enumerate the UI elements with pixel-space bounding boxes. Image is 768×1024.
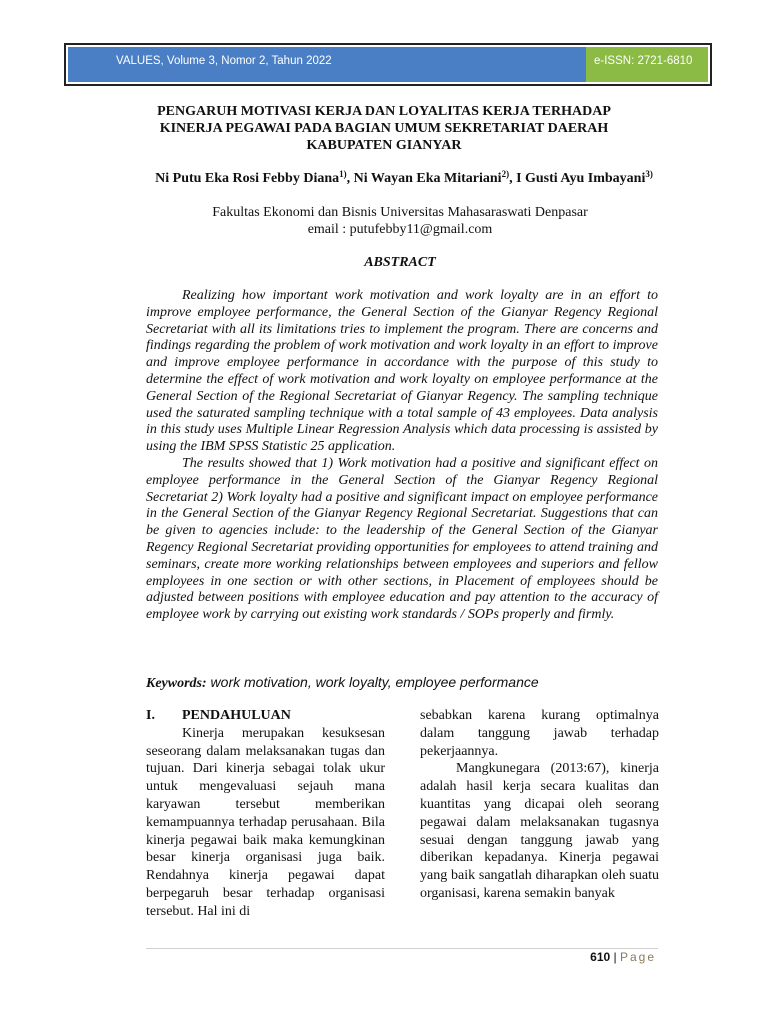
abstract-paragraph: The results showed that 1) Work motivation had a positive and significant effect on employee performance in the General Section of the Gianyar Regency Regional Secretariat 2) Work loyalty had a positive and significant impact on employee performance in the General Section of the Gianyar Regency Regional Secretariat. Suggestions that can be given to agencies include: to the leadership of the General Section of the Gianyar Regency Regional Secretariat providing opportunities for employees to attend training and seminars, create more working relationships between employees and superiors and fellow employees in one section or with other sections, in Placement of employees should be adjusted between positions with employee education and pay attention to the accuracy of employee work by carrying out existing work standards / SOPs properly and firmly. [146,455,658,623]
section-title: PENDAHULUAN [182,708,291,723]
footer-separator: | [610,950,620,964]
footer-divider [146,948,658,949]
page-number: 610 [590,950,611,964]
contact-email: email : putufebby11@gmail.com [307,222,493,237]
abstract-heading: ABSTRACT [364,255,436,270]
page-footer [590,950,656,964]
section-number: I. [146,708,155,723]
journal-info: VALUES, Volume 3, Nomor 2, Tahun 2022 [116,55,332,67]
page-word: Page [619,950,656,964]
body-paragraph: Mangkunegara (2013:67), kinerja adalah hasil kerja secara kualitas dan kuantitas yang dicapai oleh seorang pegawai dalam melaksanakan tugasnya sesuai dengan tanggung jawab yang diberikan kepadanya. Kinerja pegawai yang baik sangatlah diharapkan oleh suatu organisasi, karena semakin banyak [420,761,659,901]
author-mark: 2) [501,169,510,179]
body-column-left [146,707,385,921]
issn-label: e-ISSN: 2721-6810 [594,55,693,67]
author-mark: 3) [645,169,653,179]
abstract-paragraph: Realizing how important work motivation and work loyalty are in an effort to improve employee performance, the General Section of the Gianyar Regency Regional Secretariat with all its limitations tries to implement the program. There are concerns and findings regarding the problem of work motivation and work loyalty in an effort to improve and improve employee performance in accordance with the purpose of this study to determine the effect of work motivation and work loyalty on employee performance at the General Section of the Regional Secretariat of Gianyar Regency. The sampling technique used the saturated sampling technique with a total sample of 43 employees. Data analysis in this study uses Multiple Linear Regression Analysis which data processing is assisted by using the IBM SPSS Statistic 25 application. [146,288,658,455]
keywords-text: work motivation, work loyalty, employee performance [206,674,539,690]
abstract-body [146,288,658,624]
body-paragraph: Kinerja merupakan kesuksesan seseorang dalam melaksanakan tugas dan tujuan. Dari kinerja sebagai tolak ukur untuk mengevaluasi sejauh mana karyawan tersebut memberikan kemampuannya terhadap perusahaan. Bila kinerja pegawai baik maka kemungkinan besar kinerja organisasi juga baik. Rendahnya kinerja pegawai dapat berpegaruh besar terhadap organisasi tersebut. Hal ini di [146,725,385,919]
body-column-right [420,707,659,903]
affiliation: Fakultas Ekonomi dan Bisnis Universitas Mahasaraswati Denpasar [212,205,588,220]
author-name: I Gusti Ayu Imbayani [516,171,646,186]
keywords [146,674,658,692]
author-list [140,170,668,188]
body-paragraph: sebabkan karena kurang optimalnya dalam tanggung jawab terhadap pekerjaannya. [420,708,659,759]
paper-title: PENGARUH MOTIVASI KERJA DAN LOYALITAS KERJA TERHADAP KINERJA PEGAWAI PADA BAGIAN UMUM SEKRETARIAT DAERAH KABUPATEN GIANYAR [157,104,611,153]
author-mark: 1) [339,169,347,179]
author-name: Ni Putu Eka Rosi Febby Diana [155,171,340,186]
author-separator: , [346,171,354,186]
keywords-label: Keywords: [146,676,207,691]
section-heading [146,707,385,725]
author-name: Ni Wayan Eka Mitariani [353,171,502,186]
author-separator: , [509,171,517,186]
